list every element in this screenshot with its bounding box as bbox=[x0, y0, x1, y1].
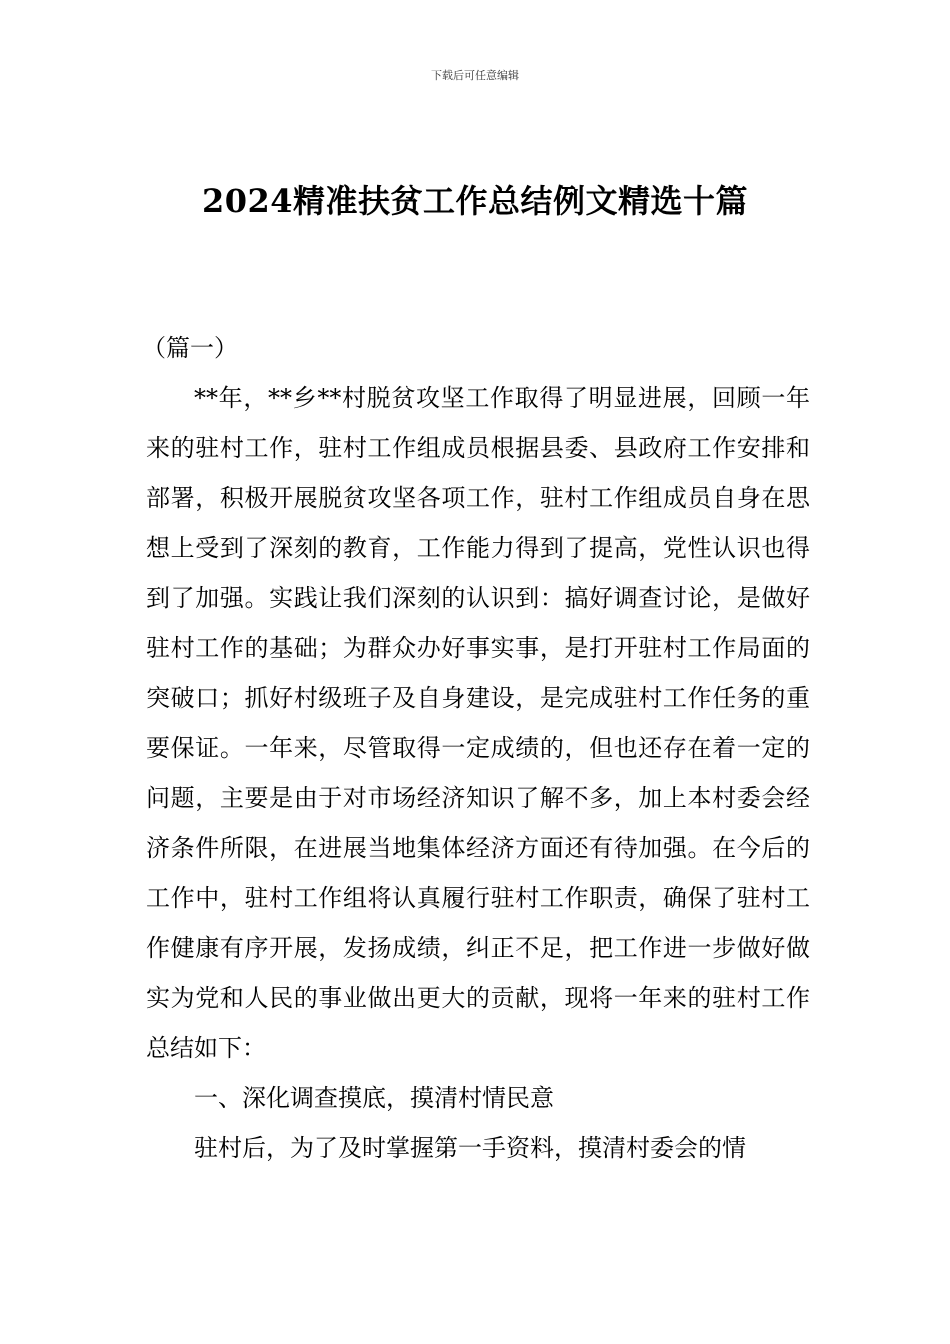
section-label: （篇一） bbox=[142, 334, 238, 362]
document-body bbox=[142, 323, 810, 1173]
document-title: 2024精准扶贫工作总结例文精选十篇 bbox=[201, 182, 749, 220]
header-note: 下载后可任意编辑 bbox=[431, 69, 519, 82]
section-heading: 一、深化调查摸底，摸清村情民意 bbox=[194, 1084, 554, 1112]
paragraph-survey: 驻村后，为了及时掌握第一手资料，摸清村委会的情 bbox=[194, 1134, 746, 1162]
paragraph-intro: **年，**乡**村脱贫攻坚工作取得了明显进展，回顾一年来的驻村工作，驻村工作组成员根据县委、县政府工作安排和部署，积极开展脱贫攻坚各项工作，驻村工作组成员自身在思想上受到了深刻的教育，工作能力得到了提高，党性认识也得到了加强。实践让我们深刻的认识到：搞好调查讨论，是做好驻村工作的基础；为群众办好事实事，是打开驻村工作局面的突破口；抓好村级班子及自身建设，是完成驻村工作任务的重要保证。一年来，尽管取得一定成绩的，但也还存在着一定的问题，主要是由于对市场经济知识了解不多，加上本村委会经济条件所限，在进展当地集体经济方面还有待加强。在今后的工作中，驻村工作组将认真履行驻村工作职责，确保了驻村工作健康有序开展，发扬成绩，纠正不足，把工作进一步做好做实为党和人民的事业做出更大的贡献，现将一年来的驻村工作总结如下： bbox=[146, 384, 810, 1062]
